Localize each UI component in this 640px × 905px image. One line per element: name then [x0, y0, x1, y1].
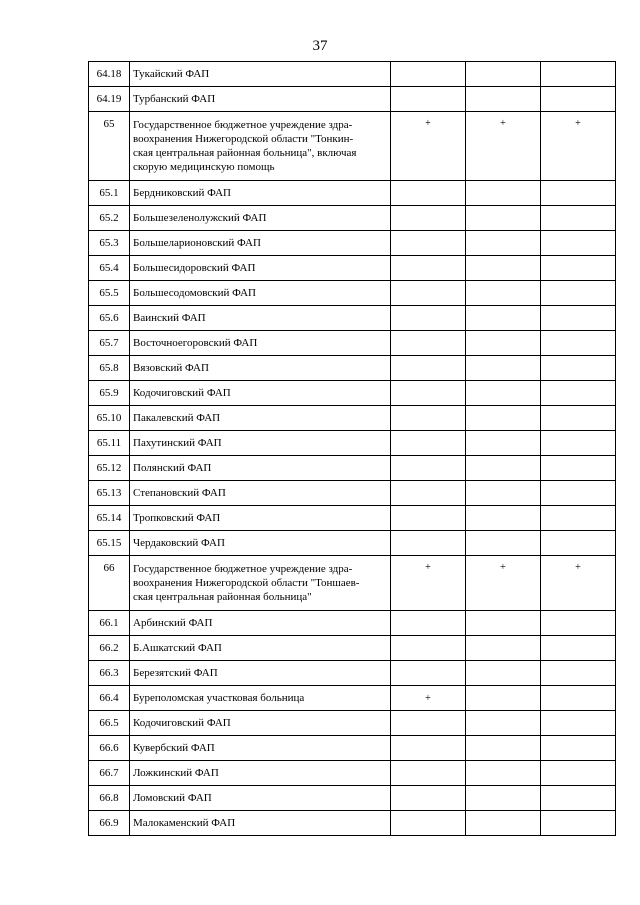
- mark-cell-1: [391, 711, 466, 736]
- row-number: 66.6: [89, 736, 130, 761]
- facility-name-line: скорую медицинскую помощь: [133, 161, 275, 173]
- mark-cell-1: [391, 206, 466, 231]
- row-number: 66: [89, 556, 130, 611]
- mark-cell-2: [466, 256, 541, 281]
- table-row: [89, 686, 616, 711]
- mark-cell-2: [466, 306, 541, 331]
- mark-cell-1: +: [391, 556, 466, 611]
- mark-cell-2: [466, 786, 541, 811]
- facility-name: [130, 556, 391, 611]
- table-row: [89, 281, 616, 306]
- row-number: 66.7: [89, 761, 130, 786]
- table-row: [89, 62, 616, 87]
- mark-cell-2: +: [466, 112, 541, 181]
- facility-name: Тропковский ФАП: [130, 506, 391, 531]
- table-row: [89, 711, 616, 736]
- mark-cell-1: [391, 611, 466, 636]
- row-number: 65.7: [89, 331, 130, 356]
- mark-cell-3: [541, 356, 616, 381]
- mark-cell-2: [466, 331, 541, 356]
- facilities-table: [88, 61, 616, 836]
- mark-cell-2: [466, 736, 541, 761]
- mark-cell-2: [466, 506, 541, 531]
- row-number: 66.8: [89, 786, 130, 811]
- row-number: 66.2: [89, 636, 130, 661]
- mark-cell-1: [391, 661, 466, 686]
- mark-cell-1: [391, 431, 466, 456]
- facility-name: Большесодомовский ФАП: [130, 281, 391, 306]
- facility-name: Пахутинский ФАП: [130, 431, 391, 456]
- mark-cell-2: [466, 456, 541, 481]
- facility-name: Восточноегоровский ФАП: [130, 331, 391, 356]
- mark-cell-1: [391, 761, 466, 786]
- mark-cell-2: [466, 281, 541, 306]
- row-number: 66.4: [89, 686, 130, 711]
- mark-cell-3: [541, 381, 616, 406]
- facility-name: Полянский ФАП: [130, 456, 391, 481]
- mark-cell-3: [541, 206, 616, 231]
- row-number: 65.2: [89, 206, 130, 231]
- table-row: [89, 506, 616, 531]
- mark-cell-3: +: [541, 112, 616, 181]
- facility-name-line: воохранения Нижегородской области "Тоншаев-: [133, 577, 360, 589]
- facility-name-line: ская центральная районная больница", включая: [133, 147, 357, 159]
- facility-name: Бердниковский ФАП: [130, 181, 391, 206]
- facility-name: Большесидоровский ФАП: [130, 256, 391, 281]
- mark-cell-1: [391, 481, 466, 506]
- mark-cell-3: [541, 711, 616, 736]
- table-row: [89, 331, 616, 356]
- table-row: [89, 636, 616, 661]
- facility-name: Кодочиговский ФАП: [130, 711, 391, 736]
- mark-cell-3: [541, 231, 616, 256]
- table-row: [89, 611, 616, 636]
- facility-name: Березятский ФАП: [130, 661, 391, 686]
- mark-cell-1: +: [391, 112, 466, 181]
- facility-name: Арбинский ФАП: [130, 611, 391, 636]
- mark-cell-1: [391, 811, 466, 836]
- facility-name: Вязовский ФАП: [130, 356, 391, 381]
- mark-cell-2: [466, 181, 541, 206]
- facility-name: [130, 112, 391, 181]
- mark-cell-2: [466, 611, 541, 636]
- table-row: [89, 811, 616, 836]
- page-number: 37: [312, 38, 328, 54]
- mark-cell-2: [466, 761, 541, 786]
- mark-cell-3: [541, 481, 616, 506]
- mark-cell-3: [541, 611, 616, 636]
- facility-name: Большеларионовский ФАП: [130, 231, 391, 256]
- table-row: [89, 206, 616, 231]
- mark-cell-2: [466, 381, 541, 406]
- facility-name-line: воохранения Нижегородской области "Тонкин-: [133, 133, 354, 145]
- facility-name: Ложкинский ФАП: [130, 761, 391, 786]
- table-row: [89, 356, 616, 381]
- facility-name: Буреполомская участковая больница: [130, 686, 391, 711]
- mark-cell-3: [541, 406, 616, 431]
- row-number: 65.10: [89, 406, 130, 431]
- facility-name: Турбанский ФАП: [130, 87, 391, 112]
- mark-cell-2: [466, 87, 541, 112]
- row-number: 66.3: [89, 661, 130, 686]
- mark-cell-1: [391, 181, 466, 206]
- facility-name: Ломовский ФАП: [130, 786, 391, 811]
- row-number: 65.5: [89, 281, 130, 306]
- table-row: [89, 736, 616, 761]
- mark-cell-2: [466, 431, 541, 456]
- row-number: 64.18: [89, 62, 130, 87]
- facility-name: Чердаковский ФАП: [130, 531, 391, 556]
- table-row: [89, 661, 616, 686]
- facility-name: Степановский ФАП: [130, 481, 391, 506]
- mark-cell-1: [391, 62, 466, 87]
- mark-cell-2: [466, 231, 541, 256]
- mark-cell-2: [466, 62, 541, 87]
- table-row: [89, 231, 616, 256]
- row-number: 64.19: [89, 87, 130, 112]
- row-number: 65.8: [89, 356, 130, 381]
- facility-name-line: ская центральная районная больница": [133, 591, 312, 603]
- mark-cell-1: [391, 331, 466, 356]
- row-number: 65.15: [89, 531, 130, 556]
- mark-cell-2: [466, 636, 541, 661]
- facility-name: Пакалевский ФАП: [130, 406, 391, 431]
- facility-name: Кодочиговский ФАП: [130, 381, 391, 406]
- mark-cell-3: [541, 456, 616, 481]
- mark-cell-3: [541, 256, 616, 281]
- mark-cell-1: [391, 531, 466, 556]
- row-number: 65.11: [89, 431, 130, 456]
- table-row: [89, 181, 616, 206]
- mark-cell-1: [391, 636, 466, 661]
- mark-cell-2: [466, 711, 541, 736]
- row-number: 65.1: [89, 181, 130, 206]
- facility-name-line: Государственное бюджетное учреждение здра-: [133, 119, 353, 131]
- facility-name: Б.Ашкатский ФАП: [130, 636, 391, 661]
- mark-cell-1: [391, 736, 466, 761]
- table-row: [89, 112, 616, 181]
- table-row: [89, 381, 616, 406]
- mark-cell-2: +: [466, 556, 541, 611]
- table-row: [89, 761, 616, 786]
- mark-cell-3: [541, 686, 616, 711]
- mark-cell-1: [391, 506, 466, 531]
- mark-cell-2: [466, 686, 541, 711]
- mark-cell-3: [541, 506, 616, 531]
- table-row: [89, 786, 616, 811]
- row-number: 65.12: [89, 456, 130, 481]
- table-row: [89, 87, 616, 112]
- mark-cell-2: [466, 661, 541, 686]
- mark-cell-2: [466, 356, 541, 381]
- facility-name: Кувербский ФАП: [130, 736, 391, 761]
- row-number: 65.13: [89, 481, 130, 506]
- mark-cell-3: +: [541, 556, 616, 611]
- mark-cell-1: [391, 306, 466, 331]
- mark-cell-2: [466, 811, 541, 836]
- mark-cell-3: [541, 636, 616, 661]
- mark-cell-1: [391, 381, 466, 406]
- mark-cell-1: [391, 87, 466, 112]
- mark-cell-1: [391, 231, 466, 256]
- mark-cell-3: [541, 87, 616, 112]
- table-row: [89, 456, 616, 481]
- row-number: 66.1: [89, 611, 130, 636]
- table-row: [89, 431, 616, 456]
- mark-cell-1: [391, 256, 466, 281]
- mark-cell-3: [541, 811, 616, 836]
- mark-cell-1: [391, 406, 466, 431]
- row-number: 66.9: [89, 811, 130, 836]
- table-row: [89, 556, 616, 611]
- mark-cell-3: [541, 431, 616, 456]
- facility-name: Большезеленолужский ФАП: [130, 206, 391, 231]
- row-number: 65.9: [89, 381, 130, 406]
- mark-cell-1: [391, 456, 466, 481]
- mark-cell-3: [541, 661, 616, 686]
- mark-cell-2: [466, 531, 541, 556]
- table-row: [89, 406, 616, 431]
- mark-cell-2: [466, 206, 541, 231]
- row-number: 65.14: [89, 506, 130, 531]
- mark-cell-1: [391, 356, 466, 381]
- facility-name: Малокаменский ФАП: [130, 811, 391, 836]
- mark-cell-2: [466, 481, 541, 506]
- row-number: 65.3: [89, 231, 130, 256]
- row-number: 65: [89, 112, 130, 181]
- mark-cell-3: [541, 761, 616, 786]
- table-row: [89, 256, 616, 281]
- mark-cell-3: [541, 281, 616, 306]
- table-row: [89, 531, 616, 556]
- mark-cell-3: [541, 181, 616, 206]
- facility-name-line: Государственное бюджетное учреждение здра-: [133, 563, 353, 575]
- mark-cell-1: [391, 786, 466, 811]
- mark-cell-2: [466, 406, 541, 431]
- row-number: 65.6: [89, 306, 130, 331]
- mark-cell-3: [541, 531, 616, 556]
- row-number: 66.5: [89, 711, 130, 736]
- mark-cell-1: +: [391, 686, 466, 711]
- table-row: [89, 481, 616, 506]
- mark-cell-3: [541, 736, 616, 761]
- table-row: [89, 306, 616, 331]
- mark-cell-3: [541, 62, 616, 87]
- facility-name: Тукайский ФАП: [130, 62, 391, 87]
- mark-cell-1: [391, 281, 466, 306]
- mark-cell-3: [541, 331, 616, 356]
- facility-name: Ваинский ФАП: [130, 306, 391, 331]
- mark-cell-3: [541, 306, 616, 331]
- row-number: 65.4: [89, 256, 130, 281]
- mark-cell-3: [541, 786, 616, 811]
